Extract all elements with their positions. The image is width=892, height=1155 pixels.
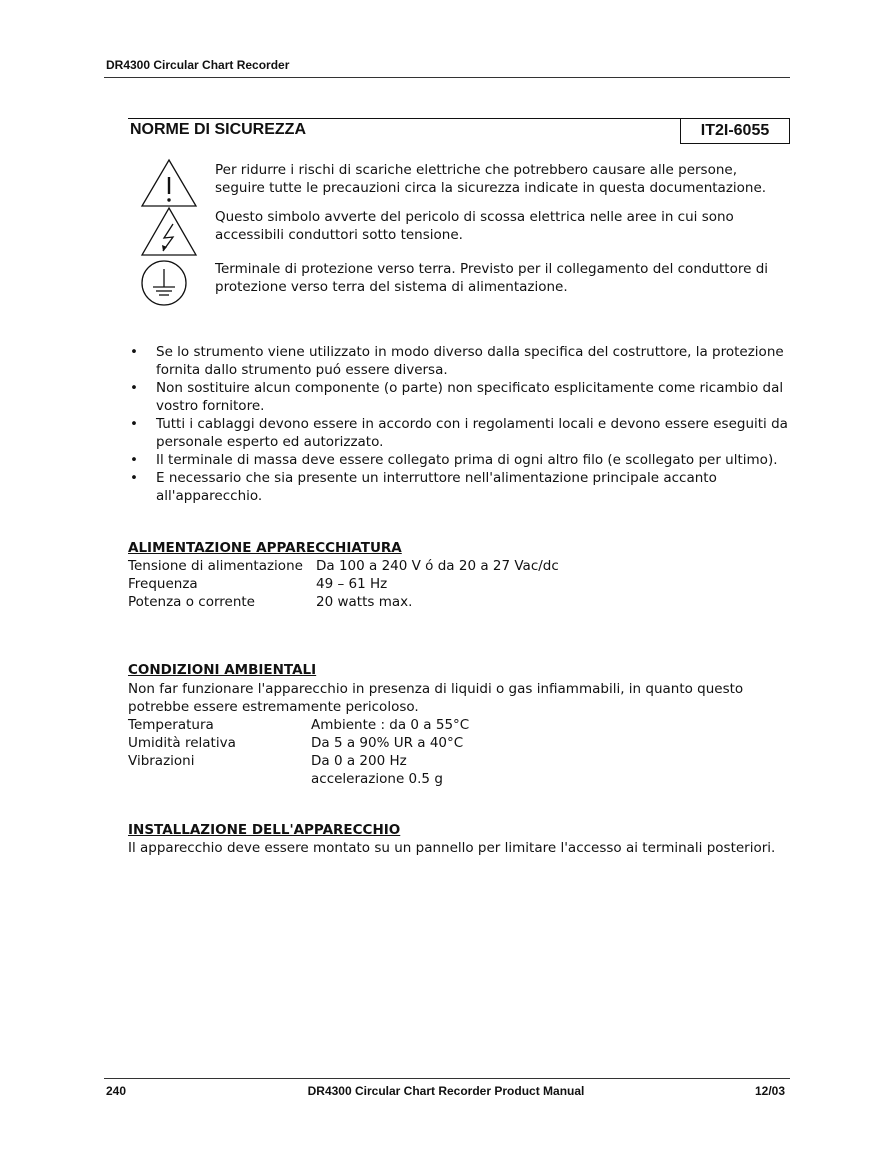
environment-label: Umidità relativa xyxy=(128,735,236,751)
safety-bullet-list xyxy=(128,343,798,505)
document-code: IT2I-6055 xyxy=(700,122,770,139)
power-value: 20 watts max. xyxy=(316,594,413,610)
list-item: • Il terminale di massa deve essere collegato prima di ogni altro filo (e scollegato per ultimo). xyxy=(130,452,778,468)
installation-heading: INSTALLAZIONE DELL'APPARECCHIO xyxy=(128,822,401,838)
power-label: Tensione di alimentazione xyxy=(128,558,303,574)
protective-earth-icon xyxy=(140,259,190,307)
footer-rule xyxy=(104,1078,790,1079)
power-value: Da 100 a 240 V ó da 20 a 27 Vac/dc xyxy=(316,558,559,574)
environment-value: Da 5 a 90% UR a 40°C xyxy=(311,735,464,751)
symbol-earth-text: Terminale di protezione verso terra. Previsto per il collegamento del conduttore di protezione verso terra del sistema di alimentazione. xyxy=(215,261,769,295)
section-header xyxy=(128,118,790,143)
power-label: Potenza o corrente xyxy=(128,594,255,610)
header-rule xyxy=(104,77,790,78)
list-item: • Tutti i cablaggi devono essere in accordo con i regolamenti locali e devono essere eseguiti da personale esperto ed autorizzato. xyxy=(130,416,788,450)
power-value: 49 – 61 Hz xyxy=(316,576,388,592)
list-item: • Se lo strumento viene utilizzato in modo diverso dalla specifica del costruttore, la protezione fornita dallo strumento puó essere diversa. xyxy=(130,344,784,378)
symbol-warning-text: Per ridurre i rischi di scariche elettriche che potrebbero causare alle persone, seguire tutte le precauzioni circa la sicurezza indicate in questa documentazione. xyxy=(215,162,767,196)
power-heading: ALIMENTAZIONE APPARECCHIATURA xyxy=(128,540,402,556)
running-header: DR4300 Circular Chart Recorder xyxy=(106,58,290,72)
footer-title: DR4300 Circular Chart Recorder Product Manual xyxy=(307,1084,585,1098)
list-item: • E necessario che sia presente un interruttore nell'alimentazione principale accanto all'apparecchio. xyxy=(130,470,717,504)
environment-label: Temperatura xyxy=(128,717,214,733)
section-title: NORME DI SICUREZZA xyxy=(130,121,306,138)
environment-value: accelerazione 0.5 g xyxy=(311,771,443,787)
symbol-shock-text: Questo simbolo avverte del pericolo di scossa elettrica nelle aree in cui sono accessibili conduttori sotto tensione. xyxy=(215,209,734,243)
environment-value: Da 0 a 200 Hz xyxy=(311,753,407,769)
page-number: 240 xyxy=(106,1084,127,1098)
electric-shock-icon xyxy=(140,206,198,258)
power-label: Frequenza xyxy=(128,576,198,592)
footer-date: 12/03 xyxy=(755,1084,786,1098)
environment-label: Vibrazioni xyxy=(128,753,195,769)
environment-value: Ambiente : da 0 a 55°C xyxy=(311,717,470,733)
environment-intro: Non far funzionare l'apparecchio in presenza di liquidi o gas infiammabili, in quanto questo potrebbe essere estremamente pericoloso. xyxy=(128,681,744,715)
document-code-box xyxy=(680,119,790,144)
installation-text: Il apparecchio deve essere montato su un pannello per limitare l'accesso ai terminali posteriori. xyxy=(128,840,776,856)
environment-heading: CONDIZIONI AMBIENTALI xyxy=(128,662,317,678)
list-item: • Non sostituire alcun componente (o parte) non specificato esplicitamente come ricambio dal vostro fornitore. xyxy=(130,380,784,414)
warning-triangle-icon xyxy=(140,158,198,208)
